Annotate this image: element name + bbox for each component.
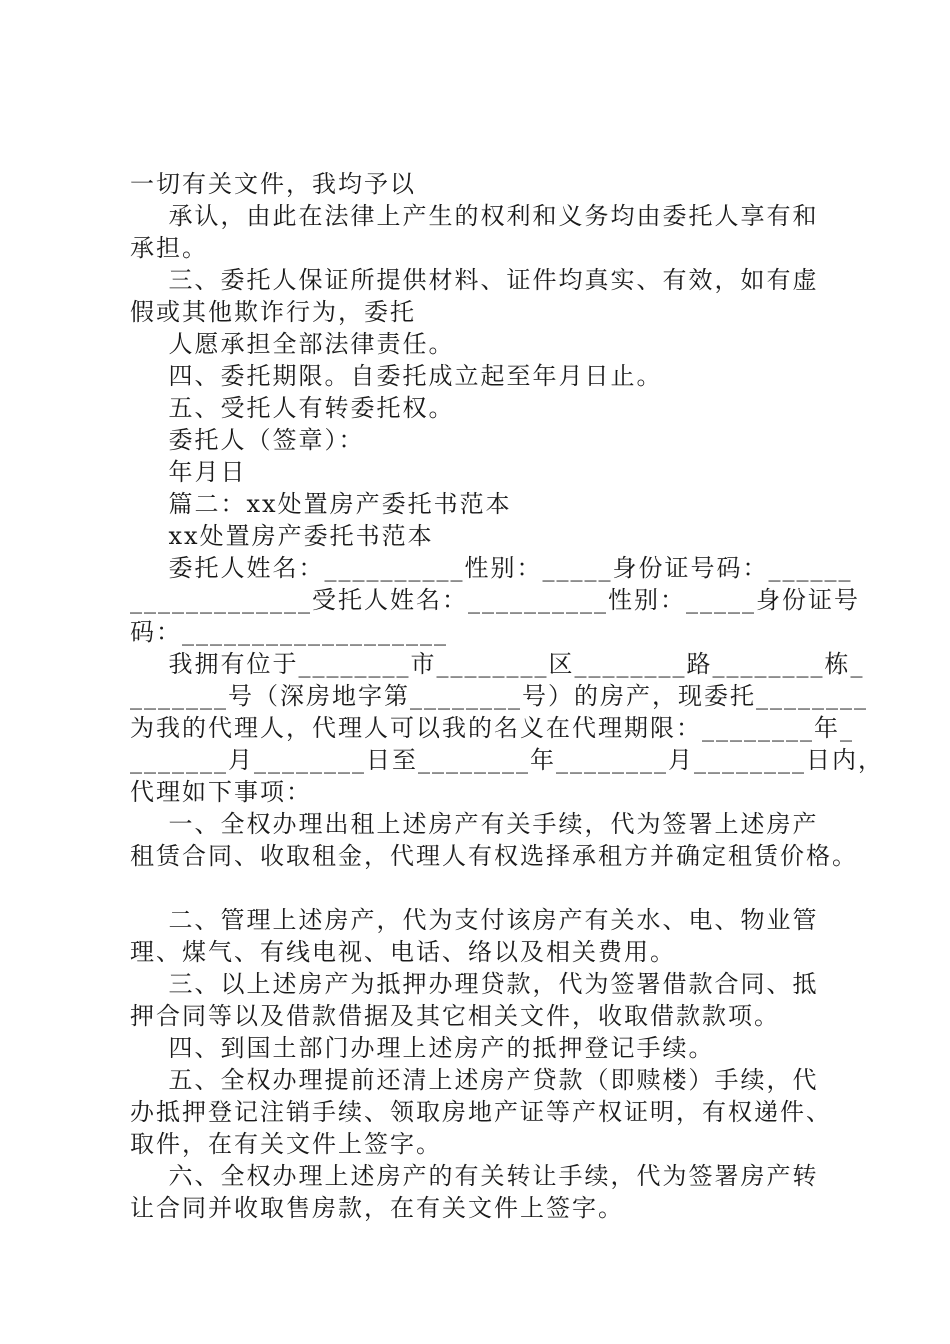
- document-title: xx处置房产委托书范本: [130, 522, 434, 550]
- text-line: 三、委托人保证所提供材料、证件均真实、有效，如有虚: [130, 266, 819, 294]
- text-line: 租赁合同、收取租金，代理人有权选择承租方并确定租赁价格。: [130, 842, 858, 870]
- text-line: 办抵押登记注销手续、领取房地产证等产权证明，有权递件、: [130, 1098, 832, 1126]
- text-line: 人愿承担全部法律责任。: [130, 330, 455, 358]
- text-line: 四、委托期限。自委托成立起至年月日止。: [130, 362, 663, 390]
- text-line: 代理如下事项：: [130, 778, 312, 806]
- text-line: 五、全权办理提前还清上述房产贷款（即赎楼）手续，代: [130, 1066, 819, 1094]
- text-line: 三、以上述房产为抵押办理贷款，代为签署借款合同、抵: [130, 970, 819, 998]
- text-line: 为我的代理人，代理人可以我的名义在代理期限：________年_: [130, 714, 854, 742]
- text-line: 承担。: [130, 234, 208, 262]
- text-line: 我拥有位于________市________区________路________栋_: [130, 650, 865, 678]
- text-line: 委托人姓名：__________性别：_____身份证号码：______: [130, 554, 853, 582]
- text-line: 码：___________________: [130, 618, 448, 646]
- section-heading: 篇二：xx处置房产委托书范本: [130, 490, 512, 518]
- text-line: 四、到国土部门办理上述房产的抵押登记手续。: [130, 1034, 715, 1062]
- text-line: 五、受托人有转委托权。: [130, 394, 455, 422]
- blank-line: [130, 872, 850, 904]
- text-line: _____________受托人姓名：__________性别：_____身份证号: [130, 586, 860, 614]
- text-line: 六、全权办理上述房产的有关转让手续，代为签署房产转: [130, 1162, 819, 1190]
- text-line: _______号（深房地字第________号）的房产，现委托________: [130, 682, 868, 710]
- text-line: 一切有关文件，我均予以: [130, 170, 416, 198]
- text-line: 委托人（签章）：: [130, 426, 365, 454]
- text-line: 一、全权办理出租上述房产有关手续，代为签署上述房产: [130, 810, 819, 838]
- text-line: 押合同等以及借款借据及其它相关文件，收取借款款项。: [130, 1002, 780, 1030]
- text-line: 让合同并收取售房款，在有关文件上签字。: [130, 1194, 624, 1222]
- text-line: _______月________日至________年________月________日内，: [130, 746, 884, 774]
- text-line: 年月日: [130, 458, 247, 486]
- text-line: 取件，在有关文件上签字。: [130, 1130, 442, 1158]
- text-line: 承认，由此在法律上产生的权利和义务均由委托人享有和: [130, 202, 819, 230]
- document-body: [130, 168, 884, 1224]
- text-line: 理、煤气、有线电视、电话、络以及相关费用。: [130, 938, 676, 966]
- text-line: 二、管理上述房产，代为支付该房产有关水、电、物业管: [130, 906, 819, 934]
- text-line: 假或其他欺诈行为，委托: [130, 298, 416, 326]
